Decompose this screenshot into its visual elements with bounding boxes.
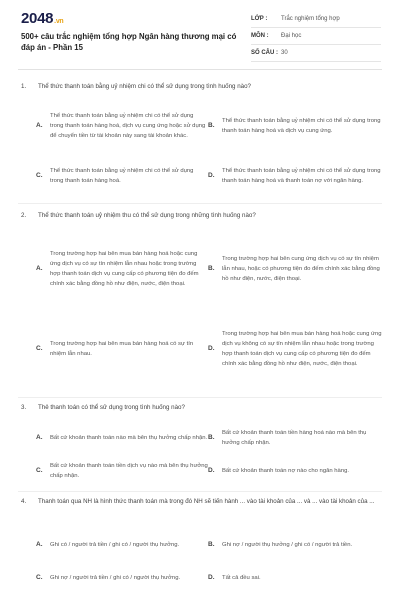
option-c[interactable] (36, 564, 208, 592)
option-text: Ghi nợ / người thụ hưởng / ghi có / người trả tiền. (222, 542, 353, 548)
meta-row-count (251, 45, 381, 62)
option-text: Bất cứ khoản thanh toán tiền hàng hoá nào mà bên thụ hưởng chấp nhận. (222, 430, 367, 446)
option-text: Thể thức thanh toán bằng uỷ nhiệm chi có thể sử dụng trong thanh toán hàng hoá. (50, 168, 194, 184)
question-text (21, 497, 382, 507)
option-letter: B. (208, 122, 215, 129)
question-number: 3. (21, 404, 27, 411)
meta-value: Đại học (281, 33, 302, 39)
option-b[interactable] (208, 244, 382, 294)
option-a[interactable] (36, 103, 208, 149)
question-number: 2. (21, 212, 27, 219)
question-body: Thể thức thanh toán bằng uỷ nhiệm chi có thể sử dụng trong tình huống nào? (38, 83, 251, 90)
option-letter: C. (36, 345, 43, 352)
question-2 (21, 211, 382, 221)
option-c[interactable] (36, 162, 208, 190)
question-text (21, 82, 382, 92)
option-text: Ghi có / người trả tiền / ghi có / người thụ hưởng. (50, 542, 180, 548)
meta-row-class (251, 11, 381, 28)
option-letter: C. (36, 574, 43, 581)
document-title: 500+ câu trắc nghiệm tổng hợp Ngân hàng thương mại có đáp án - Phần 15 (21, 32, 237, 52)
question-divider (18, 491, 382, 492)
question-3 (21, 403, 382, 413)
option-text: Tất cả đều sai. (222, 575, 261, 581)
option-text: Thể thức thanh toán bằng uỷ nhiệm chi có thể sử dụng trong thanh toán hàng hoá và thanh toán nợ với ngân hàng. (222, 168, 381, 184)
option-text: Bất cứ khoản thanh toán nào mà bên thụ hưởng chấp nhận. (50, 435, 208, 441)
option-letter: D. (208, 574, 215, 581)
option-letter: A. (36, 541, 43, 548)
option-b[interactable] (208, 531, 382, 559)
document-header (0, 0, 400, 66)
option-d[interactable] (208, 313, 382, 385)
option-letter: A. (36, 122, 43, 129)
meta-key: MÔN : (251, 33, 269, 39)
question-text (21, 211, 382, 221)
option-d[interactable] (208, 569, 382, 587)
option-letter: A. (36, 434, 43, 441)
question-body: Thẻ thanh toán có thể sử dụng trong tình huống nào? (38, 404, 185, 411)
meta-key: LỚP : (251, 16, 268, 22)
logo-main: 2048 (21, 10, 54, 27)
document-meta (251, 11, 381, 62)
question-4 (21, 497, 382, 507)
option-letter: A. (36, 265, 43, 272)
option-d[interactable] (208, 158, 382, 194)
option-d[interactable] (208, 457, 382, 485)
logo-suffix: .vn (54, 18, 64, 25)
option-a[interactable] (36, 424, 208, 452)
header-divider (18, 69, 382, 70)
option-letter: B. (208, 265, 215, 272)
option-text: Trong trường hợp hai bên mua bán hàng hoá có sự tín nhiệm lẫn nhau. (50, 341, 194, 357)
option-letter: D. (208, 345, 215, 352)
option-a[interactable] (36, 234, 208, 304)
option-b[interactable] (208, 106, 382, 146)
option-text: Thể thức thanh toán bằng uỷ nhiệm chi có thể sử dụng trong thanh toán hàng hoá và dịch vụ cung ứng. (222, 118, 381, 134)
option-b[interactable] (208, 424, 382, 452)
option-letter: C. (36, 467, 43, 474)
option-letter: B. (208, 541, 215, 548)
option-letter: B. (208, 434, 215, 441)
option-letter: C. (36, 172, 43, 179)
option-text: Ghi nợ / người trả tiền / ghi có / người thụ hưởng. (50, 575, 181, 581)
meta-key: SỐ CÂU : (251, 50, 278, 56)
option-text: Thể thức thanh toán bằng uỷ nhiệm chi có thể sử dụng trong thanh toán hàng hoá, dịch vụ cung ứng hoặc sử dụng để chuyển tiền từ tài khoản này sang tài khoản khác. (50, 113, 206, 139)
question-divider (18, 397, 382, 398)
meta-value: Trắc nghiệm tổng hợp (281, 16, 340, 22)
question-number: 4. (21, 498, 27, 505)
option-text: Bất cứ khoản thanh toán tiền dịch vụ nào mà bên thụ hưởng chấp nhận. (50, 463, 208, 479)
option-c[interactable] (36, 457, 208, 485)
question-body: Thể thức thanh toán uỷ nhiệm thu có thể sử dụng trong những tình huống nào? (38, 212, 256, 219)
question-divider (18, 203, 382, 204)
option-text: Trong trường hợp hai bên cung ứng dịch vụ có sự tín nhiệm lẫn nhau, hoặc có phương tiện đo đếm chính xác bằng đồng hồ như điện, nước, điện thoại. (222, 256, 380, 282)
site-logo[interactable] (21, 10, 63, 27)
meta-row-subject (251, 28, 381, 45)
option-text: Trong trường hợp hai bên mua bán hàng hoá hoặc cung ứng dịch vụ có sự tín nhiệm lẫn nhau hoặc trong trường hợp thanh toán dịch vụ cung cấp có phương tiện đo đếm chính xác bằng đồng hồ như điện, nước, điện thoại. (50, 251, 199, 287)
option-text: Bất cứ khoản thanh toán nợ nào cho ngân hàng. (222, 468, 350, 474)
option-c[interactable] (36, 335, 208, 363)
option-letter: D. (208, 467, 215, 474)
option-text: Trong trường hợp hai bên mua bán hàng hoá hoặc cung ứng dịch vụ không có sự tín nhiệm lẫn nhau hoặc trong trường hợp thanh toán dịch vụ cung cấp có phương tiện đo đếm chính xác bằng đồng hồ như điện, nước, điện thoại. (222, 331, 382, 367)
question-1 (21, 82, 382, 92)
option-letter: D. (208, 172, 215, 179)
question-text (21, 403, 382, 413)
option-a[interactable] (36, 531, 208, 559)
question-number: 1. (21, 83, 27, 90)
question-body: Thanh toán qua NH là hình thức thanh toán mà trong đó NH sẽ tiến hành ... vào tài khoản của ... và ... vào tài khoản của ... (38, 498, 375, 505)
meta-value: 30 (281, 50, 288, 56)
